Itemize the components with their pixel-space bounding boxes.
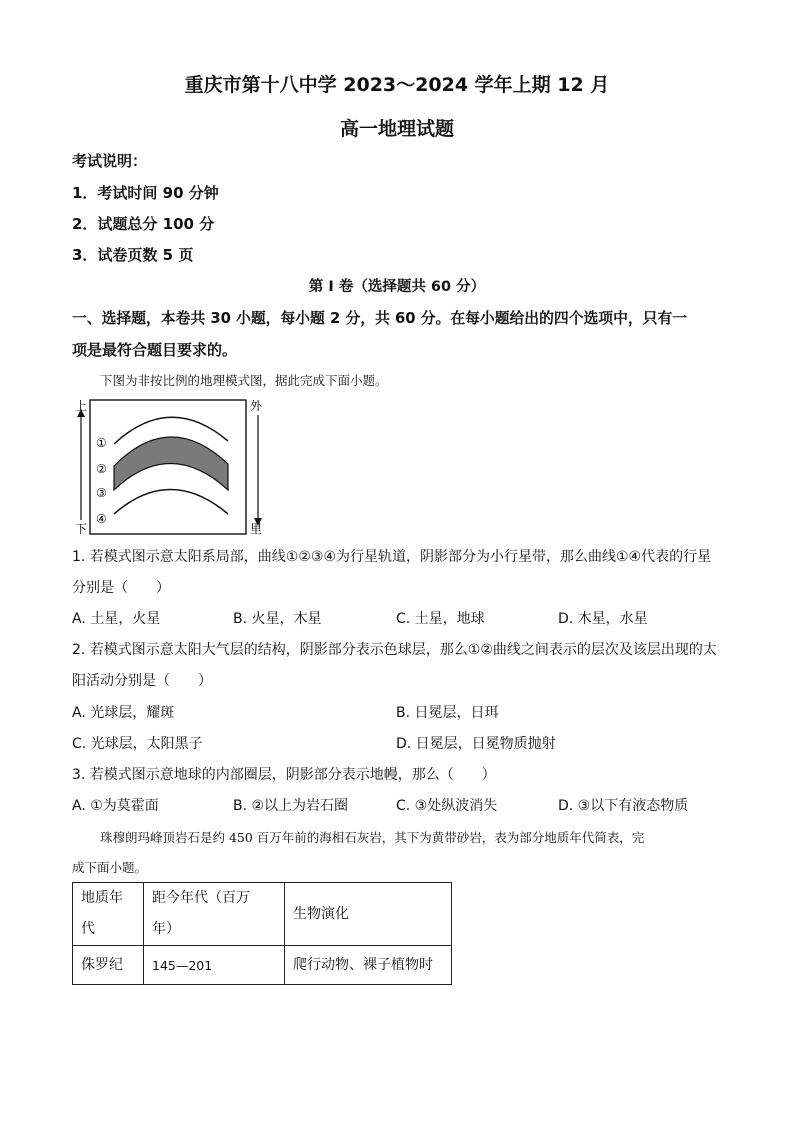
question-1-option-a[interactable]: A. 土星，火星 [72,611,161,627]
exam-subtitle: 高一地理试题 [339,118,454,140]
table-header-row [73,883,452,946]
geologic-time-table [72,882,452,985]
question-2-option-b[interactable]: B. 日冕层，日珥 [396,705,499,721]
curve-4 [114,490,228,515]
header-line: 代 [81,921,95,937]
header-line: 年） [152,921,180,937]
label-curve-1: ① [96,436,107,450]
label-bottom-right: 里 [250,522,263,536]
header-line: 距今年代（百万 [152,890,250,906]
label-top-left: 上 [75,399,88,413]
question-2-text-cont: 阳活动分别是（ ） [72,673,212,689]
question-1-text-cont: 分别是（ ） [72,580,170,596]
question-2-option-d[interactable]: D. 日冕层，日冕物质抛射 [396,736,556,752]
header-line: 地质年 [81,890,123,906]
table-header-cell [73,883,144,946]
section-intro-cont: 项是最符合题目要求的。 [72,341,238,359]
question-3-option-c[interactable]: C. ③处纵波消失 [396,798,498,814]
instruction-item: 1．考试时间 90 分钟 [72,184,219,202]
question-2-option-c[interactable]: C. 光球层，太阳黑子 [72,736,203,752]
question-1-option-b[interactable]: B. 火星，木星 [233,611,322,627]
figure-intro: 下图为非按比例的地理模式图，据此完成下面小题。 [100,373,388,388]
question-2-option-a[interactable]: A. 光球层，耀斑 [72,705,175,721]
instruction-item: 2．试题总分 100 分 [72,215,215,233]
label-top-right: 外 [250,399,263,413]
section-intro: 一、选择题，本卷共 30 小题，每小题 2 分，共 60 分。在每小题给出的四个选项中，只有一 [72,310,688,327]
question-3-text: 3. 若模式图示意地球的内部圈层，阴影部分表示地幔，那么（ ） [72,767,496,783]
question-1-text: 1. 若模式图示意太阳系局部，曲线①②③④为行星轨道，阴影部分为小行星带，那么曲线①④代表的行星 [72,549,712,565]
passage-text-cont: 成下面小题。 [72,860,148,875]
table-cell: 爬行动物、裸子植物时 [285,946,452,985]
label-curve-3: ③ [96,486,107,500]
orbit-diagram [72,396,272,538]
shaded-band [114,437,228,490]
table-cell: 侏罗纪 [73,946,144,985]
table-row [73,946,452,985]
question-2-text: 2. 若模式图示意太阳大气层的结构，阴影部分表示色球层，那么①②曲线之间表示的层次及该层出现的太 [72,642,717,658]
instruction-item: 3．试卷页数 5 页 [72,246,194,264]
instructions-heading: 考试说明： [72,152,148,170]
section-heading: 第 I 卷（选择题共 60 分） [308,279,486,295]
question-3-option-d[interactable]: D. ③以下有液态物质 [558,798,689,814]
label-bottom-left: 下 [75,522,88,536]
question-1-option-d[interactable]: D. 木星，水星 [558,611,648,627]
question-3-option-a[interactable]: A. ①为莫霍面 [72,798,159,814]
question-1-option-c[interactable]: C. 土星，地球 [396,611,485,627]
table-header-cell: 生物演化 [285,883,452,946]
passage-text: 珠穆朗玛峰顶岩石是约 450 百万年前的海相石灰岩，其下为黄带砂岩，表为部分地质年代简表，完 [100,830,645,845]
label-curve-2: ② [96,462,107,476]
label-curve-4: ④ [96,512,107,526]
table-header-cell [144,883,285,946]
exam-title: 重庆市第十八中学 2023～2024 学年上期 12 月 [184,74,610,96]
question-3-option-b[interactable]: B. ②以上为岩石圈 [233,798,349,814]
table-cell: 145—201 [144,946,285,985]
